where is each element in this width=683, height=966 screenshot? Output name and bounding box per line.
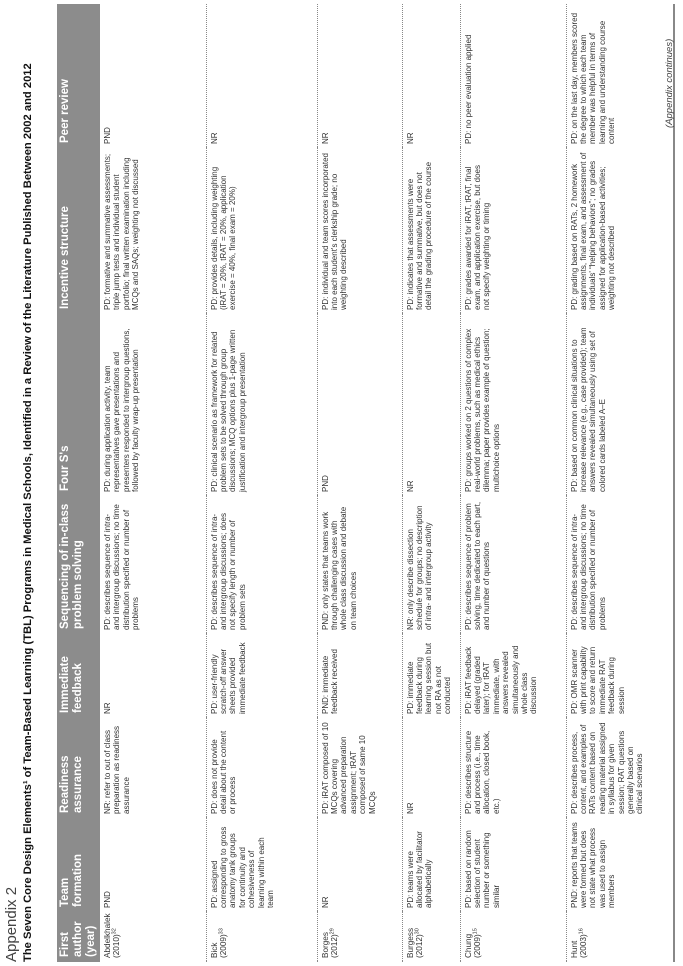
- header-cell: Sequencing of in-class problem solving: [57, 496, 100, 634]
- header-cell: Peer review: [57, 4, 100, 148]
- table-cell: PND: only states that teams work through challenging cases with whole class discussion and debate on team choices: [320, 506, 358, 630]
- table-cell: PD: iRAT composed of 10 MCQs covering advanced preparation assignment; tRAT composed of same 10 MCQs: [320, 722, 377, 814]
- header-cell: Readiness assurance: [57, 718, 100, 818]
- table-cell: NR: [405, 480, 415, 492]
- table-row: [100, 4, 206, 962]
- author-cell: [206, 912, 317, 962]
- header-cell: First author (year): [57, 912, 100, 962]
- author-cell: [402, 912, 460, 962]
- table-title: The Seven Core Design Elements¹ of Team-Based Learning (TBL) Programs in Medical Schools, Identified in a Review of the Literature Published Between 2002 and 2012: [22, 63, 34, 962]
- table-cell: PD: groups worked on 2 questions of complex real-world problems, such as medical ethics dilemma; paper provides example of question; multichoice options: [463, 328, 501, 492]
- author-cell: [566, 912, 674, 962]
- table-row: [402, 4, 460, 962]
- table-cell: NR: [103, 702, 112, 714]
- reference-number: 33: [218, 928, 225, 935]
- table-cell: PD: describes sequence of problem solving, time dedicated to each part, and number of questions: [463, 501, 492, 630]
- table-row: [566, 4, 674, 962]
- table-cell: PD: formative and summative assessments; triple jump tests and individual student portfolio; final written examination including MCQs and SAQs; weighting not discussed: [103, 153, 141, 310]
- table-cell: PD: user-friendly scratch-off answer sheets provided immediate feedback: [209, 642, 247, 714]
- table-cell: NR: [405, 132, 415, 144]
- table-cell: PD: grades awarded for iRAT, tRAT, final exam, and application exercise, but does not specify weighting or timing: [463, 165, 492, 310]
- table-cell: PD: indicates that assessments were formative and summative, but does not detail the grading procedure of the course: [405, 161, 434, 310]
- table-row: [460, 4, 566, 962]
- table-cell: PD: describes process, content, and examples of RATs content based on reading material assigned in syllabus for given session; RAT questions generally based on clinical scenarios: [569, 722, 645, 814]
- table-cell: PD: clinical scenario as framework for related problem sets to be solved through group discussions; MCQ options plus 1-page written justification and intergroup presentation: [209, 329, 247, 492]
- table-cell: PD: immediate feedback during learning session but not RA as not conducted: [405, 642, 453, 714]
- table-cell: PND: [103, 891, 112, 908]
- header-cell: Team formation: [57, 818, 100, 912]
- table-cell: PND: [103, 127, 112, 144]
- table-cell: NR: refer to out of class preparation as readiness assurance: [103, 725, 131, 814]
- appendix-label: Appendix 2: [3, 886, 20, 962]
- table-cell: NR: [320, 896, 330, 908]
- table-cell: PD: describes sequence of intra- and intergroup discussions; no time distribution specified or number of problems: [569, 504, 607, 630]
- header-cell: Four S's: [57, 314, 100, 496]
- table-cell: NR: [209, 132, 219, 144]
- header-row: [57, 4, 100, 962]
- table-cell: PD: on the last day, members scored the degree to which each team member was helpful in terms of learning and understanding course content: [569, 12, 617, 144]
- reference-number: 32: [111, 928, 118, 935]
- table-cell: NR: [405, 802, 415, 814]
- author-cell: [100, 912, 206, 962]
- table-cell: PND: reports that teams were formed but does not state what process was used to assign members: [569, 822, 617, 908]
- table-cell: PD: iRAT feedback delayed (graded later); for tRAT immediate, with answers revealed simultaneously and whole class discussion: [463, 645, 539, 714]
- continues-note: (Appendix continues): [664, 38, 675, 128]
- table-cell: PND: immediate feedback received: [320, 649, 339, 714]
- table-cell: PD: individual and team scores incorporated into each student's clerkship grade; no weighting described: [320, 153, 349, 310]
- table-cell: PD: based on common clinical situations to increase relevance (e.g., case provided); team answers revealed simultaneously using set of colored cards labeled A–E: [569, 327, 607, 492]
- table-cell: PD: during application activity, team representatives gave presentations and presenters responded to intergroup questions, followed by faculty wrap-up presentation: [103, 328, 141, 492]
- author-cell: [317, 912, 402, 962]
- author-name: Burgess (2012): [405, 927, 424, 958]
- table-cell: PD: describes sequence of intra- and intergroup discussions; does not specify length or number of problem sets: [209, 513, 247, 630]
- tbl-design-elements-table: [57, 4, 675, 962]
- reference-number: 15: [472, 928, 479, 935]
- header-cell: Immediate feedback: [57, 634, 100, 718]
- table-cell: NR: only describe dissection schedule for groups; no description of intra- and intergroup activity: [405, 505, 434, 630]
- table-cell: PD: no peer evaluation applied: [463, 34, 473, 144]
- table-row: [206, 4, 317, 962]
- author-name: Abdelkhalek (2010): [103, 913, 122, 958]
- table-cell: PD: provides details, including weighting (iRAT = 20%, tRAT = 20%, application exercise = 40%, final exam = 20%): [209, 166, 238, 310]
- reference-number: 16: [578, 928, 585, 935]
- header-cell: Incentive structure: [57, 148, 100, 314]
- author-name: Borges (2012): [320, 932, 339, 958]
- author-name: Bick (2009): [209, 934, 228, 958]
- author-name: Chung (2009): [463, 933, 482, 958]
- table-cell: PD: describes sequence of intra- and intergroup discussions; no time distribution specified or number of problems: [103, 504, 141, 630]
- table-cell: PD: assigned corresponding to gross anatomy tank groups for continuity and cohesiveness of learning within each team: [209, 826, 275, 908]
- table-row: [317, 4, 402, 962]
- table-cell: PD: teams were allocated by facilitator alphabetically: [405, 831, 434, 908]
- table-cell: PD: does not provide detail about the content or process: [209, 730, 238, 814]
- table-cell: PND: [320, 475, 330, 492]
- reference-number: 29: [329, 928, 336, 935]
- table-cell: PD: grading based on RATs, 2 homework assignments, final exam, and assessment of individuals' “helping behaviors”; no grades assigned for application-based activities; weighting not described: [569, 152, 617, 310]
- table-cell: PD: based on random selection of student number or something similar: [463, 830, 501, 908]
- reference-number: 30: [414, 928, 421, 935]
- author-name: Hunt (2003): [569, 934, 588, 958]
- table-cell: NR: [320, 132, 330, 144]
- table-cell: PD: OMR scanner with print capability to score and return immediate RAT feedback during session: [569, 646, 626, 714]
- table-cell: PD: describes structure and process (i.e., time allocation, closed book, etc.): [463, 730, 501, 814]
- author-cell: [460, 912, 566, 962]
